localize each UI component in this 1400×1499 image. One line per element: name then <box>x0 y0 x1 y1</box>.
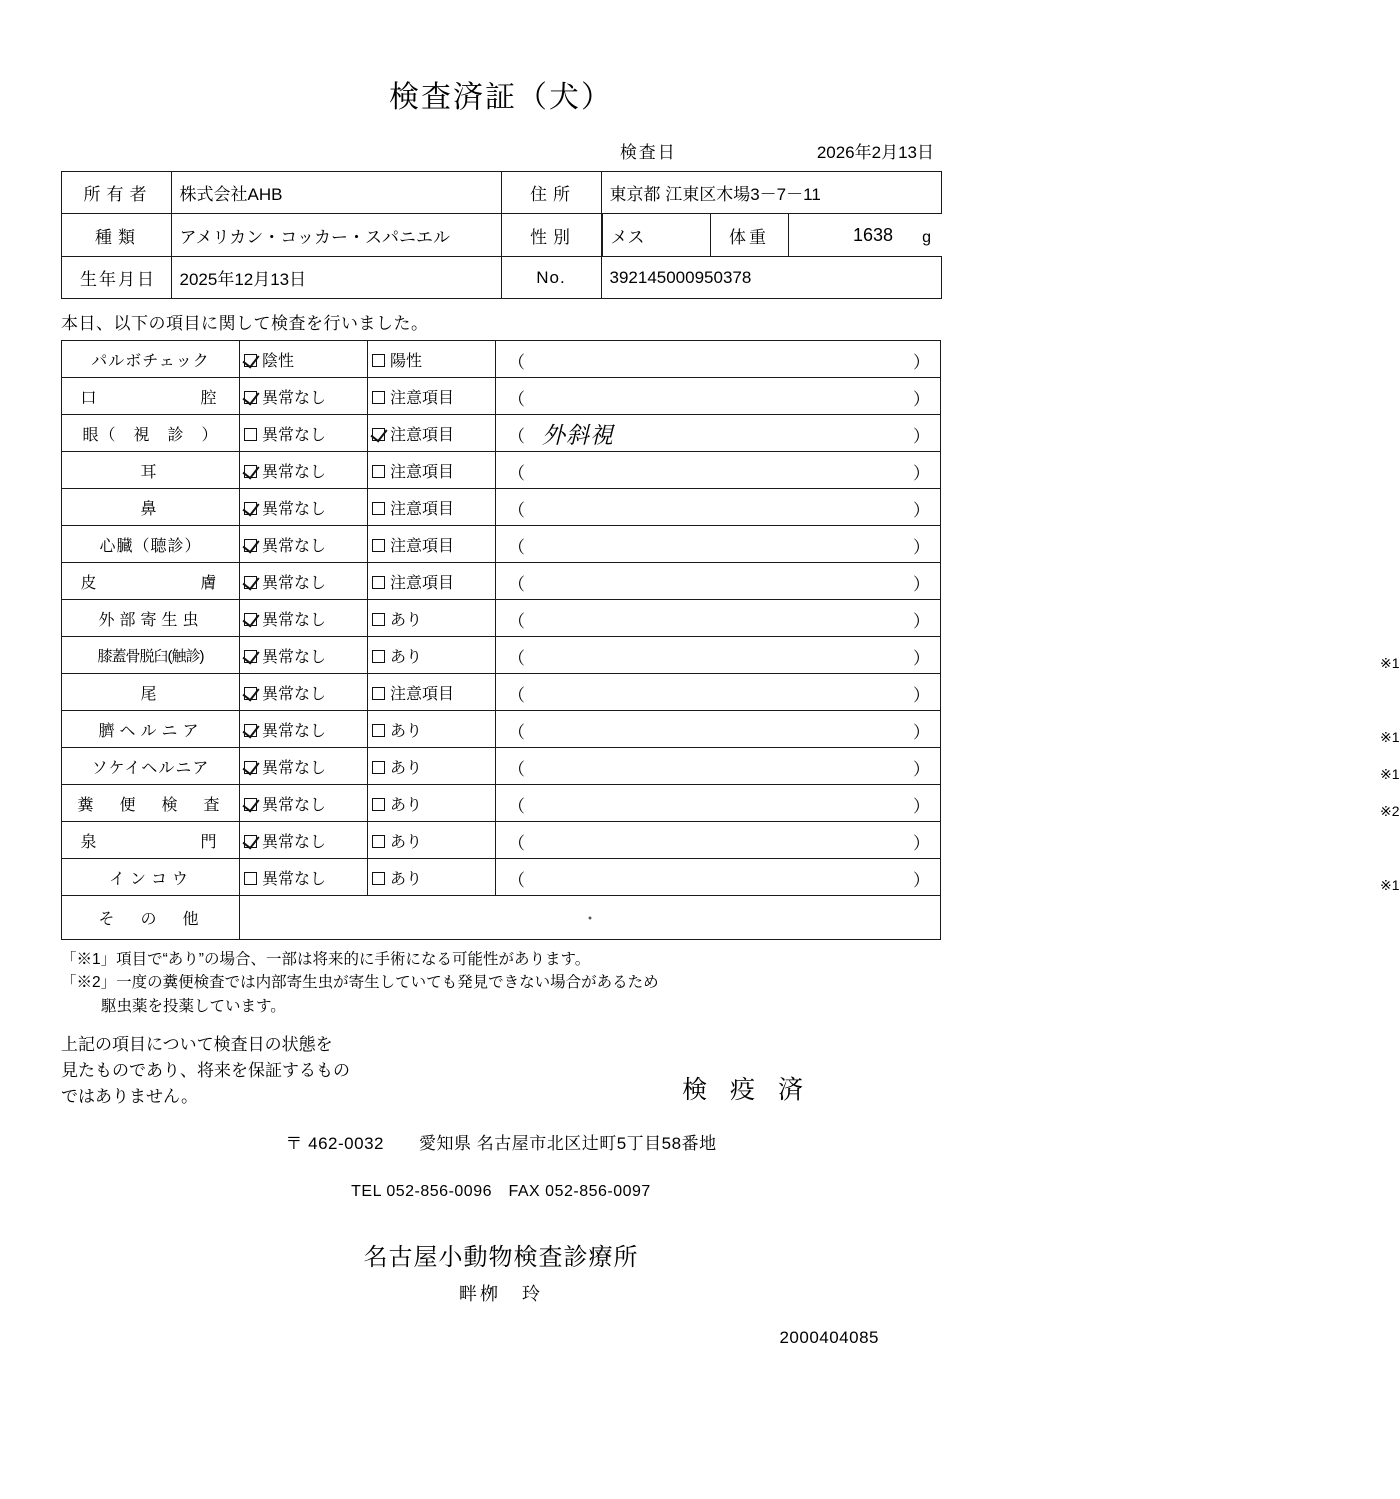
clinic-phone: TEL 052-856-0096 FAX 052-856-0097 <box>351 1182 651 1200</box>
paren-close: ） <box>913 649 930 668</box>
checkbox-label: 異常なし <box>262 648 327 666</box>
checkbox-option-secondary[interactable] <box>368 526 496 563</box>
checkbox-icon[interactable] <box>372 724 385 737</box>
paren-close: ） <box>913 797 930 816</box>
checkbox-option-primary[interactable] <box>240 748 368 785</box>
footnote-2: 「※2」一度の糞便検査では内部寄生虫が寄生していても発見できない場合があるため <box>61 974 659 992</box>
paren-close: ） <box>913 760 930 779</box>
intro-text: 本日、以下の項目に関して検査を行いました。 <box>61 314 429 333</box>
breed-label: 種類 <box>61 214 171 257</box>
header-row-birth <box>61 257 941 299</box>
lower-block <box>61 1032 941 1348</box>
paren-open: （ <box>508 427 525 446</box>
certificate-page <box>0 72 1400 1499</box>
breed-value: アメリカン・コッカー・スパニエル <box>171 214 501 257</box>
sex-label: 性別 <box>501 214 601 257</box>
paren-open: （ <box>508 871 525 890</box>
checklist-item-label: 耳 <box>62 452 240 489</box>
checkbox-label: あり <box>390 759 423 777</box>
checkbox-label: あり <box>390 722 423 740</box>
checkbox-label: あり <box>390 648 423 666</box>
paren-close: ） <box>913 723 930 742</box>
paren-open: （ <box>508 723 525 742</box>
note-field[interactable] <box>496 711 1400 748</box>
footnote-ref: ※1 <box>1380 729 1400 745</box>
paren-close: ） <box>913 538 930 557</box>
checkbox-icon[interactable] <box>372 465 385 478</box>
note-field[interactable] <box>496 563 941 600</box>
table-row <box>62 563 941 600</box>
paren-open: （ <box>508 649 525 668</box>
table-row <box>62 341 941 378</box>
table-row <box>62 452 941 489</box>
no-value: 392145000950378 <box>601 257 941 299</box>
checkbox-option-secondary[interactable] <box>368 489 496 526</box>
checklist-item-label: 尾 <box>62 674 240 711</box>
footnote-ref: ※1 <box>1380 766 1400 782</box>
sex-value: メス <box>602 214 710 256</box>
paren-open: （ <box>508 686 525 705</box>
checkbox-icon[interactable] <box>372 391 385 404</box>
checkbox-label: あり <box>390 796 423 814</box>
table-row <box>62 378 941 415</box>
checkbox-icon[interactable] <box>372 761 385 774</box>
table-row-other <box>62 896 941 940</box>
note-field[interactable] <box>496 600 941 637</box>
no-label: No. <box>501 257 601 299</box>
checkbox-icon[interactable] <box>244 354 257 367</box>
checklist-item-label: 口 腔 <box>62 378 240 415</box>
checklist-item-label: ソケイヘルニア <box>62 748 240 785</box>
checkbox-option-secondary[interactable] <box>368 674 496 711</box>
address-value: 東京都 江東区木場3－7－11 <box>601 172 941 214</box>
disclaimer-line: 上記の項目について検査日の状態を <box>61 1034 333 1054</box>
checkbox-option-primary[interactable] <box>240 415 368 452</box>
checkbox-icon[interactable] <box>372 502 385 515</box>
checkbox-option-primary[interactable] <box>240 489 368 526</box>
checkbox-label: 注意項目 <box>390 574 455 592</box>
note-field[interactable] <box>496 415 941 452</box>
checkbox-option-primary[interactable] <box>240 452 368 489</box>
checklist-item-label: パルボチェック <box>62 341 240 378</box>
table-row <box>62 526 941 563</box>
weight-unit: g <box>922 229 931 246</box>
checklist-item-label: 心臓（聴診） <box>62 526 240 563</box>
checkbox-option-primary[interactable] <box>240 378 368 415</box>
checkbox-option-secondary[interactable] <box>368 711 496 748</box>
owner-value: 株式会社AHB <box>171 172 501 214</box>
checklist-item-label: 糞 便 検 査 <box>62 785 240 822</box>
checkbox-icon[interactable] <box>372 354 385 367</box>
checklist-item-label: インコウ <box>62 859 240 896</box>
checkbox-option-secondary[interactable] <box>368 822 496 859</box>
checkbox-option-primary[interactable] <box>240 674 368 711</box>
paren-open: （ <box>508 464 525 483</box>
checkbox-label: 陰性 <box>262 352 295 370</box>
checkbox-option-secondary[interactable] <box>368 341 496 378</box>
checkbox-icon[interactable] <box>372 835 385 848</box>
sex-weight-wrap <box>601 214 941 257</box>
exam-date-value: 2026年2月13日 <box>816 143 934 162</box>
checkbox-option-primary[interactable] <box>240 822 368 859</box>
paren-close: ） <box>913 501 930 520</box>
checkbox-option-primary[interactable] <box>240 341 368 378</box>
note-field[interactable] <box>496 785 1400 822</box>
checkbox-label: 異常なし <box>262 389 327 407</box>
paren-open: （ <box>508 575 525 594</box>
paren-close: ） <box>913 464 930 483</box>
note-field[interactable] <box>496 859 1400 896</box>
disclaimer-line: ではありません。 <box>61 1087 199 1107</box>
checkbox-label: 異常なし <box>262 463 327 481</box>
checkbox-option-primary[interactable] <box>240 637 368 674</box>
checkbox-icon[interactable] <box>244 428 257 441</box>
checkbox-option-primary[interactable] <box>240 600 368 637</box>
checkbox-icon[interactable] <box>244 872 257 885</box>
quarantine-stamp: 検 疫 済 <box>682 1075 811 1104</box>
paren-close: ） <box>913 871 930 890</box>
note-field[interactable] <box>496 378 941 415</box>
paren-open: （ <box>508 353 525 372</box>
checkbox-option-secondary[interactable] <box>368 859 496 896</box>
table-row <box>62 600 941 637</box>
exam-date-label: 検査日 <box>619 143 677 162</box>
checklist-item-label: 眼（ 視 診 ） <box>62 415 240 452</box>
clinic-name: 名古屋小動物検査診療所 <box>363 1243 639 1271</box>
table-row <box>62 748 941 785</box>
checkbox-label: あり <box>390 870 423 888</box>
note-field[interactable] <box>496 637 1400 674</box>
veterinarian-name: 畔栁 玲 <box>459 1283 543 1304</box>
table-row <box>62 822 941 859</box>
checkbox-icon[interactable] <box>244 687 257 700</box>
checkbox-label: 注意項目 <box>390 426 455 444</box>
checkbox-option-secondary[interactable] <box>368 785 496 822</box>
checkbox-icon[interactable] <box>244 502 257 515</box>
checkbox-label: 異常なし <box>262 833 327 851</box>
paren-open: （ <box>508 834 525 853</box>
checkbox-option-secondary[interactable] <box>368 563 496 600</box>
checkbox-label: 異常なし <box>262 426 327 444</box>
checklist-item-label: 外部寄生虫 <box>62 600 240 637</box>
serial-number: 2000404085 <box>779 1327 879 1347</box>
checkbox-label: 異常なし <box>262 759 327 777</box>
clinic-address: 〒 462-0032 愛知県 名古屋市北区辻町5丁目58番地 <box>285 1133 717 1153</box>
header-row-owner <box>61 172 941 214</box>
checkbox-icon[interactable] <box>244 465 257 478</box>
exam-date-row <box>0 138 1002 163</box>
checkbox-label: 異常なし <box>262 574 327 592</box>
note-field[interactable] <box>496 526 941 563</box>
footnote-ref: ※1 <box>1380 877 1400 893</box>
paren-close: ） <box>913 390 930 409</box>
checkbox-icon[interactable] <box>244 798 257 811</box>
checkbox-option-secondary[interactable] <box>368 415 496 452</box>
note-field[interactable] <box>496 341 941 378</box>
address-label: 住所 <box>501 172 601 214</box>
footnotes <box>61 948 941 1018</box>
checkbox-icon[interactable] <box>244 835 257 848</box>
note-field[interactable] <box>496 674 941 711</box>
table-row <box>62 859 941 896</box>
checkbox-icon[interactable] <box>244 650 257 663</box>
table-row <box>62 674 941 711</box>
handwritten-note: 外斜視 <box>542 423 614 449</box>
note-field[interactable] <box>496 748 1400 785</box>
checkbox-label: 異常なし <box>262 870 327 888</box>
table-row <box>62 637 941 674</box>
disclaimer-text <box>61 1032 481 1111</box>
checklist-item-label: 泉 門 <box>62 822 240 859</box>
footnote-2-cont: 駆虫薬を投薬しています。 <box>101 997 286 1015</box>
paren-close: ） <box>913 834 930 853</box>
checkbox-icon[interactable] <box>244 391 257 404</box>
checkbox-icon[interactable] <box>244 724 257 737</box>
page-title: 検査済証（犬） <box>389 80 613 115</box>
header-table <box>61 171 942 299</box>
checkbox-label: 注意項目 <box>390 685 455 703</box>
footnote-ref: ※1 <box>1380 655 1400 671</box>
other-value[interactable]: ・ <box>240 896 941 940</box>
checkbox-icon[interactable] <box>372 428 385 441</box>
checkbox-icon[interactable] <box>244 539 257 552</box>
paren-close: ） <box>913 353 930 372</box>
checkbox-label: あり <box>390 611 423 629</box>
footnote-ref: ※2 <box>1380 803 1400 819</box>
weight-cell <box>788 214 941 256</box>
checkbox-label: 異常なし <box>262 611 327 629</box>
checkbox-label: 陽性 <box>390 352 423 370</box>
checkbox-icon[interactable] <box>372 687 385 700</box>
table-row <box>62 711 941 748</box>
note-field[interactable] <box>496 489 941 526</box>
paren-close: ） <box>913 575 930 594</box>
checkbox-option-primary[interactable] <box>240 711 368 748</box>
checkbox-label: あり <box>390 833 423 851</box>
checkbox-option-secondary[interactable] <box>368 600 496 637</box>
checkbox-option-primary[interactable] <box>240 859 368 896</box>
checkbox-label: 異常なし <box>262 796 327 814</box>
checkbox-label: 注意項目 <box>390 389 455 407</box>
checkbox-label: 注意項目 <box>390 463 455 481</box>
checkbox-label: 注意項目 <box>390 537 455 555</box>
checklist-item-label: 臍ヘルニア <box>62 711 240 748</box>
note-field[interactable] <box>496 822 941 859</box>
checkbox-icon[interactable] <box>372 872 385 885</box>
checklist-item-label: 鼻 <box>62 489 240 526</box>
birth-value: 2025年12月13日 <box>171 257 501 299</box>
checkbox-icon[interactable] <box>372 576 385 589</box>
checkbox-option-secondary[interactable] <box>368 637 496 674</box>
paren-open: （ <box>508 390 525 409</box>
paren-close: ） <box>913 427 930 446</box>
checkbox-label: 異常なし <box>262 500 327 518</box>
checkbox-icon[interactable] <box>372 539 385 552</box>
checkbox-option-secondary[interactable] <box>368 748 496 785</box>
checkbox-option-secondary[interactable] <box>368 452 496 489</box>
checkbox-option-primary[interactable] <box>240 526 368 563</box>
footnote-1: 「※1」項目で“あり”の場合、一部は将来的に手術になる可能性があります。 <box>61 951 591 968</box>
birth-label: 生年月日 <box>61 257 171 299</box>
owner-label: 所有者 <box>61 172 171 214</box>
checklist-item-label: 皮 膚 <box>62 563 240 600</box>
checkbox-option-primary[interactable] <box>240 563 368 600</box>
checkbox-icon[interactable] <box>372 613 385 626</box>
table-row <box>62 785 941 822</box>
checklist-item-label: 膝蓋骨脱臼(触診) <box>62 637 240 674</box>
paren-open: （ <box>508 612 525 631</box>
checkbox-icon[interactable] <box>244 576 257 589</box>
checkbox-icon[interactable] <box>244 613 257 626</box>
checkbox-option-secondary[interactable] <box>368 378 496 415</box>
checkbox-icon[interactable] <box>372 798 385 811</box>
paren-open: （ <box>508 501 525 520</box>
paren-open: （ <box>508 538 525 557</box>
table-row <box>62 489 941 526</box>
note-field[interactable] <box>496 452 941 489</box>
paren-open: （ <box>508 760 525 779</box>
other-label: そ の 他 <box>62 896 240 940</box>
paren-close: ） <box>913 686 930 705</box>
checkbox-label: 異常なし <box>262 685 327 703</box>
disclaimer-line: 見たものであり、将来を保証するもの <box>61 1061 350 1081</box>
checkbox-option-primary[interactable] <box>240 785 368 822</box>
checkbox-label: 異常なし <box>262 722 327 740</box>
checkbox-label: 異常なし <box>262 537 327 555</box>
paren-close: ） <box>913 612 930 631</box>
weight-label: 体重 <box>710 214 788 256</box>
checkbox-icon[interactable] <box>244 761 257 774</box>
checkbox-icon[interactable] <box>372 650 385 663</box>
weight-value: 1638 <box>852 224 893 245</box>
paren-open: （ <box>508 797 525 816</box>
table-row <box>62 415 941 452</box>
header-row-breed <box>61 214 941 257</box>
checklist-table <box>61 340 1400 940</box>
checkbox-label: 注意項目 <box>390 500 455 518</box>
